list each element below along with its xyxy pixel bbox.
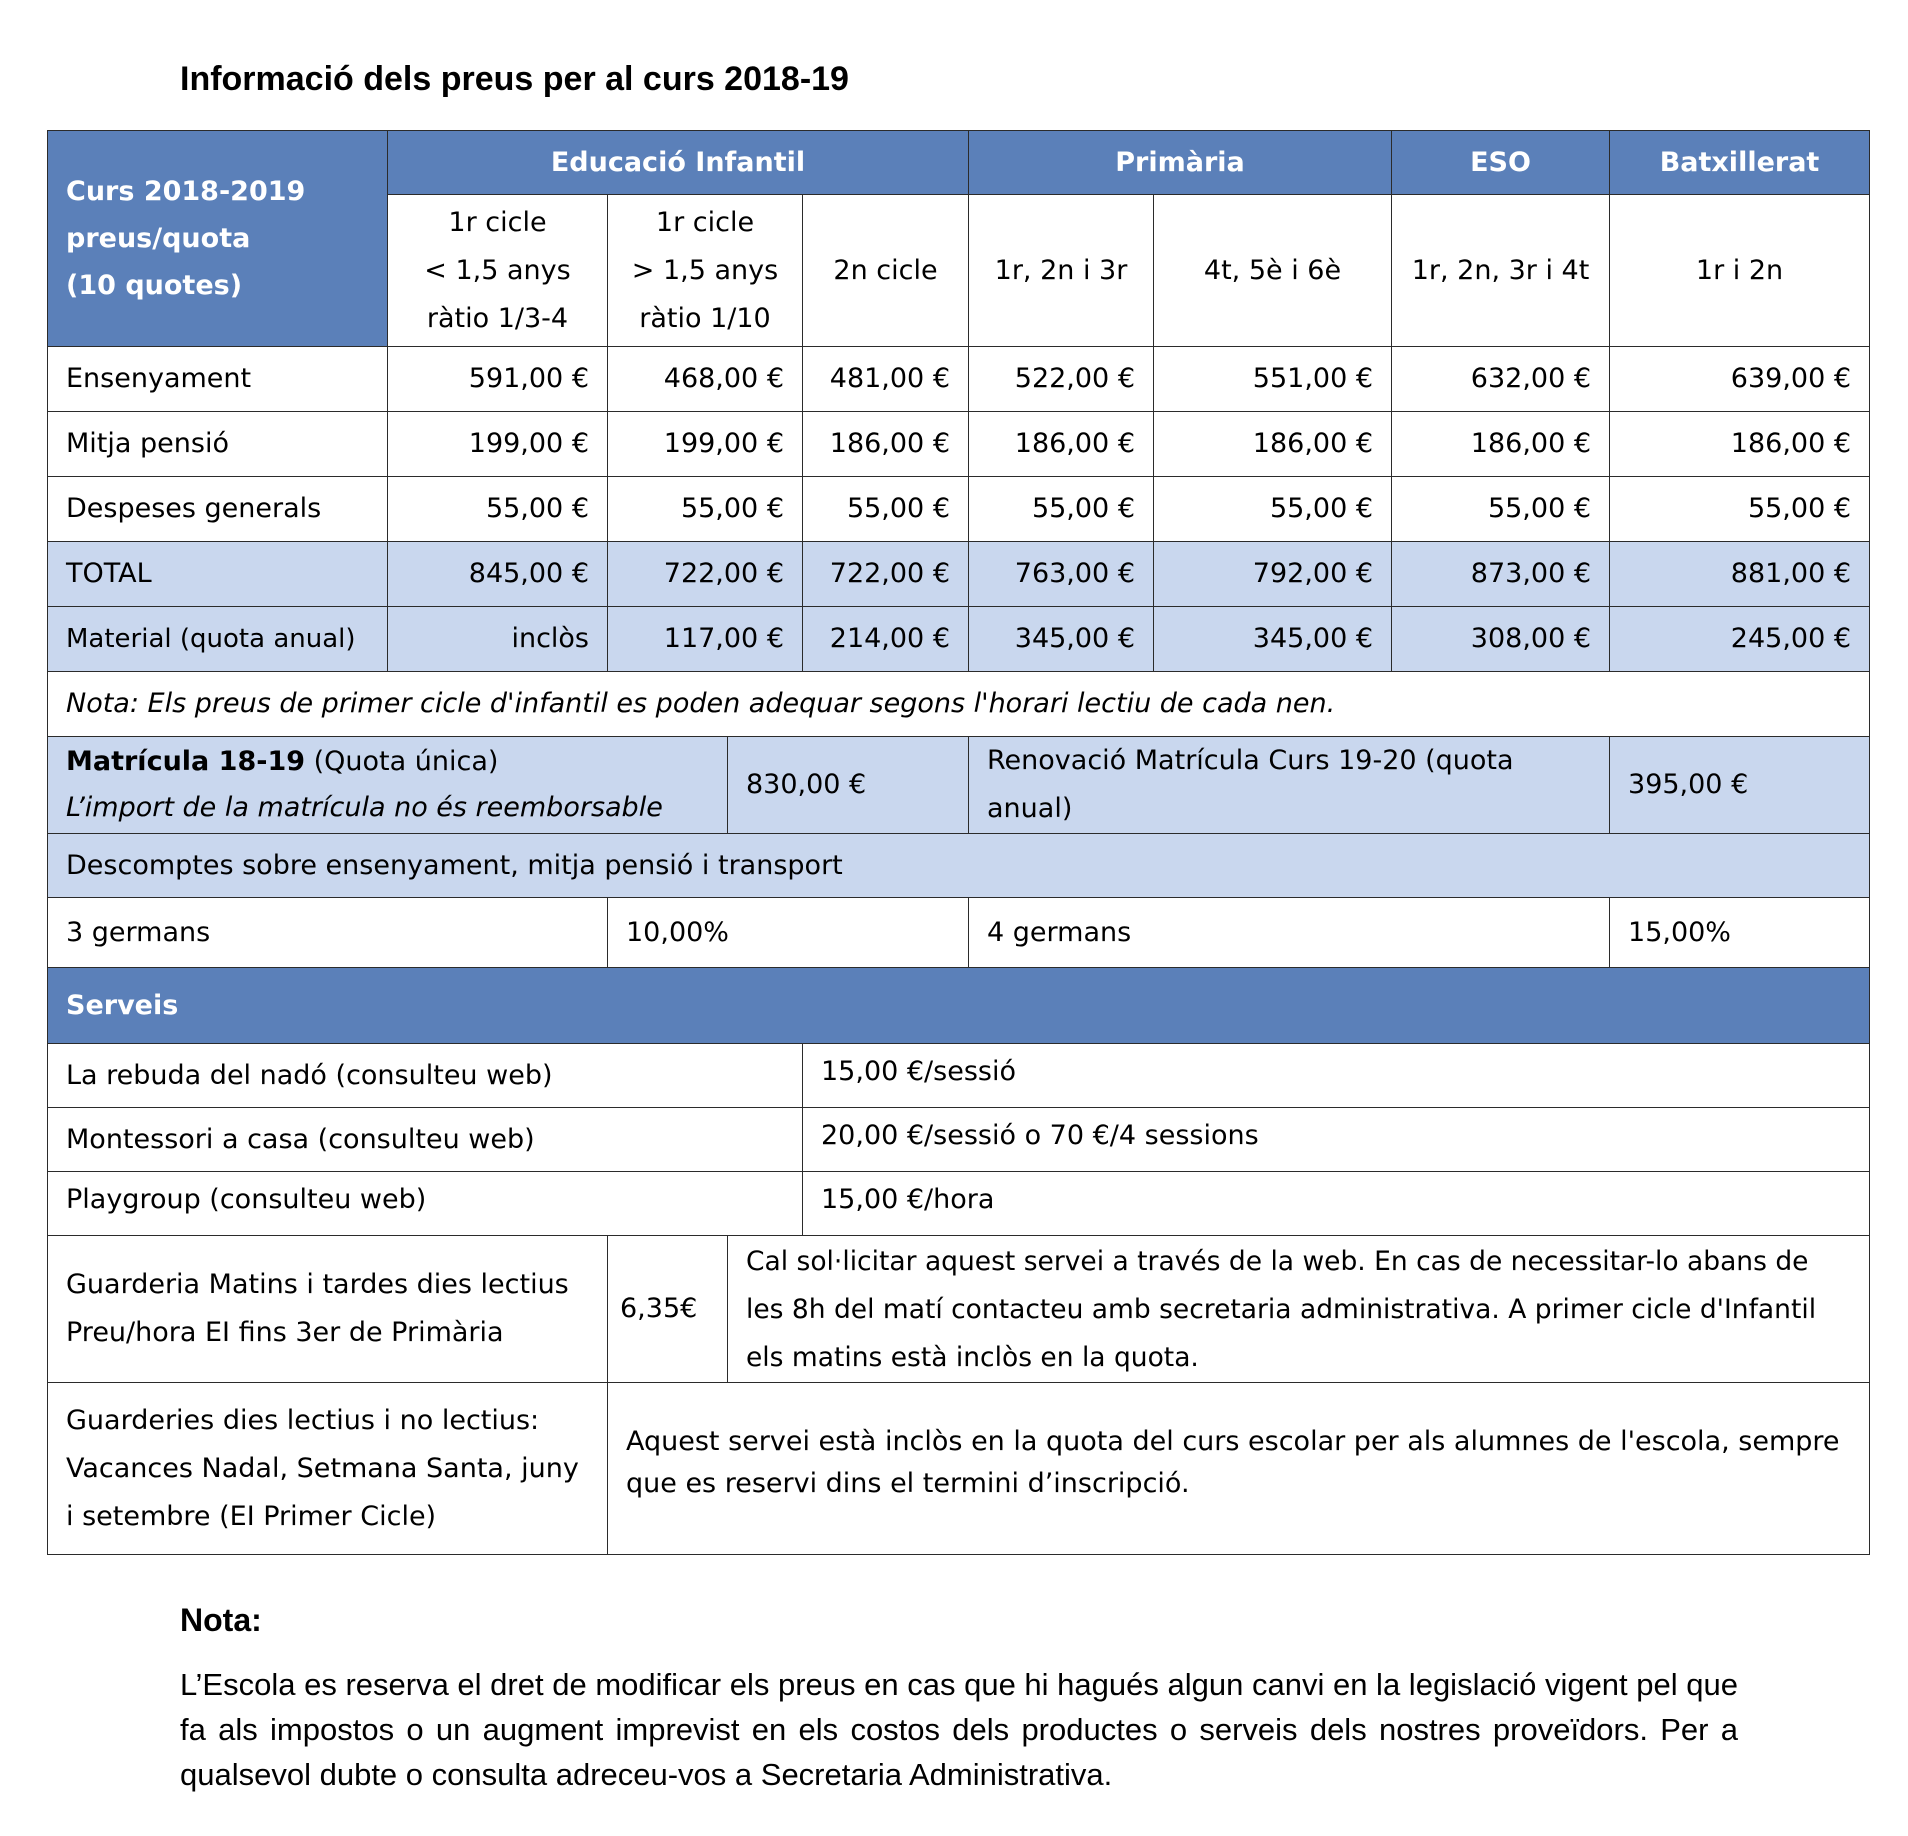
cell: 55,00 €: [1392, 477, 1610, 542]
cell: 214,00 €: [803, 607, 969, 672]
subheader: 2n cicle: [803, 195, 969, 347]
service-value: 20,00 €/sessió o 70 €/4 sessions: [803, 1108, 1870, 1172]
service-value: 15,00 €/hora: [803, 1172, 1870, 1236]
cell: 308,00 €: [1392, 607, 1610, 672]
subheader: 1r cicle > 1,5 anys ràtio 1/10: [608, 195, 803, 347]
cell: 722,00 €: [608, 542, 803, 607]
cell: 55,00 €: [803, 477, 969, 542]
group-educacio-infantil: Educació Infantil: [388, 131, 969, 195]
subheader: 1r, 2n, 3r i 4t: [1392, 195, 1610, 347]
cell: 722,00 €: [803, 542, 969, 607]
cell: 55,00 €: [969, 477, 1154, 542]
cell: 55,00 €: [388, 477, 608, 542]
service-label: Playgroup (consulteu web): [48, 1172, 803, 1236]
cell: 55,00 €: [1154, 477, 1392, 542]
cell: 792,00 €: [1154, 542, 1392, 607]
total-row: [48, 542, 1870, 607]
cell: 763,00 €: [969, 542, 1154, 607]
prices-table: [47, 130, 1870, 1555]
cell: 522,00 €: [969, 347, 1154, 412]
nota-title: Nota:: [180, 1602, 262, 1638]
cell: 186,00 €: [803, 412, 969, 477]
row-label: Mitja pensió: [48, 412, 388, 477]
group-batxillerat: Batxillerat: [1610, 131, 1870, 195]
guarderia-price: 6,35€: [608, 1236, 728, 1383]
discount-value: 15,00%: [1610, 898, 1870, 968]
discount-value: 10,00%: [608, 898, 969, 968]
table-note-row: [48, 672, 1870, 737]
guarderia-label: Guarderia Matins i tardes dies lectius Preu/hora EI fins 3er de Primària: [48, 1236, 608, 1383]
renovacio-value: 395,00 €: [1610, 737, 1870, 834]
cell: 186,00 €: [969, 412, 1154, 477]
cell: 845,00 €: [388, 542, 608, 607]
cell: 881,00 €: [1610, 542, 1870, 607]
cell: 591,00 €: [388, 347, 608, 412]
row-label: Material (quota anual): [48, 607, 388, 672]
renovacio-label: Renovació Matrícula Curs 19-20 (quota anual): [969, 737, 1610, 834]
group-primaria: Primària: [969, 131, 1392, 195]
cell: 186,00 €: [1154, 412, 1392, 477]
cell: 186,00 €: [1610, 412, 1870, 477]
service-label: La rebuda del nadó (consulteu web): [48, 1044, 803, 1108]
group-eso: ESO: [1392, 131, 1610, 195]
corner-header: Curs 2018-2019 preus/quota (10 quotes): [48, 131, 388, 347]
descomptes-values-row: [48, 898, 1870, 968]
cell: 117,00 €: [608, 607, 803, 672]
service-value: 15,00 €/sessió: [803, 1044, 1870, 1108]
cell: 468,00 €: [608, 347, 803, 412]
cell: 186,00 €: [1392, 412, 1610, 477]
page-title: Informació dels preus per al curs 2018-19: [180, 60, 849, 98]
table-note: Nota: Els preus de primer cicle d'infantil es poden adequar segons l'horari lectiu de cada nen.: [48, 672, 1870, 737]
cell: inclòs: [388, 607, 608, 672]
nota-text: L’Escola es reserva el dret de modificar els preus en cas que hi hagués algun canvi en la legislació vigent pel que fa als impostos o un augment imprevist en els costos dels productes o serveis dels nostres proveïdors. Per a qualsevol dubte o consulta adreceu-vos a Secretaria Administrativa.: [180, 1667, 1738, 1792]
matricula-value: 830,00 €: [728, 737, 969, 834]
cell: 199,00 €: [388, 412, 608, 477]
guarderia-row: [48, 1236, 1870, 1383]
row-label: TOTAL: [48, 542, 388, 607]
service-row: [48, 1172, 1870, 1236]
service-row: [48, 1044, 1870, 1108]
cell: 55,00 €: [1610, 477, 1870, 542]
row-label: Despeses generals: [48, 477, 388, 542]
cell: 551,00 €: [1154, 347, 1392, 412]
row-label: Ensenyament: [48, 347, 388, 412]
subheader: 1r cicle < 1,5 anys ràtio 1/3-4: [388, 195, 608, 347]
subheader: 1r i 2n: [1610, 195, 1870, 347]
cell: 639,00 €: [1610, 347, 1870, 412]
cell: 345,00 €: [969, 607, 1154, 672]
serveis-title: Serveis: [48, 968, 1870, 1044]
cell: 632,00 €: [1392, 347, 1610, 412]
cell: 481,00 €: [803, 347, 969, 412]
table-row: [48, 477, 1870, 542]
guarderies-row: [48, 1383, 1870, 1555]
cell: 345,00 €: [1154, 607, 1392, 672]
table-row: [48, 412, 1870, 477]
guarderies-label: Guarderies dies lectius i no lectius: Vacances Nadal, Setmana Santa, juny i setembre (EI Primer Cicle): [48, 1383, 608, 1555]
subheader: 1r, 2n i 3r: [969, 195, 1154, 347]
descomptes-title: Descomptes sobre ensenyament, mitja pensió i transport: [48, 834, 1870, 898]
cell: 199,00 €: [608, 412, 803, 477]
guarderies-note: Aquest servei està inclòs en la quota del curs escolar per als alumnes de l'escola, sempre que es reservi dins el termini d’inscripció.: [608, 1383, 1870, 1555]
service-label: Montessori a casa (consulteu web): [48, 1108, 803, 1172]
discount-label: 3 germans: [48, 898, 608, 968]
matricula-label: Matrícula 18-19 (Quota única) L’import de la matrícula no és reemborsable: [48, 737, 728, 834]
cell: 55,00 €: [608, 477, 803, 542]
material-row: [48, 607, 1870, 672]
table-row: [48, 347, 1870, 412]
subheader: 4t, 5è i 6è: [1154, 195, 1392, 347]
matricula-row: [48, 737, 1870, 834]
cell: 245,00 €: [1610, 607, 1870, 672]
cell: 873,00 €: [1392, 542, 1610, 607]
discount-label: 4 germans: [969, 898, 1610, 968]
service-row: [48, 1108, 1870, 1172]
serveis-header-row: [48, 968, 1870, 1044]
descomptes-row: [48, 834, 1870, 898]
guarderia-note: Cal sol·licitar aquest servei a través de la web. En cas de necessitar-lo abans de les 8h del matí contacteu amb secretaria administrativa. A primer cicle d'Infantil els matins està inclòs en la quota.: [728, 1236, 1870, 1383]
